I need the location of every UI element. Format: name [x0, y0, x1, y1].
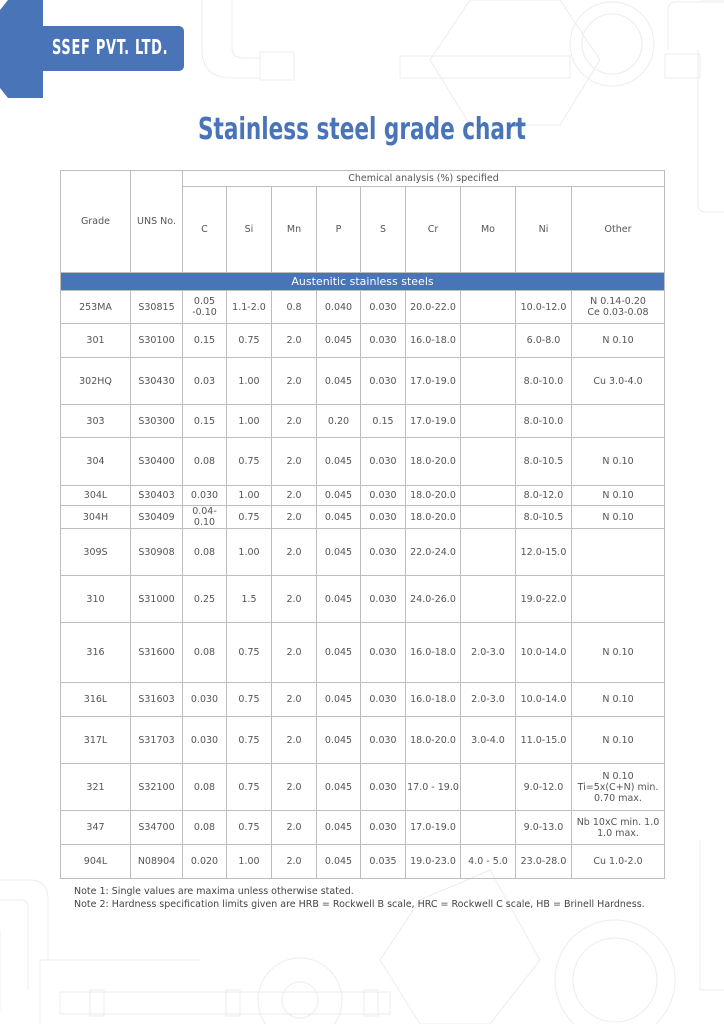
cell-p: 0.045	[317, 623, 361, 683]
cell-mn: 2.0	[272, 486, 317, 506]
cell-si: 0.75	[227, 324, 272, 358]
cell-mn: 2.0	[272, 529, 317, 576]
cell-mn: 2.0	[272, 683, 317, 717]
cell-other: N 0.10	[572, 623, 665, 683]
cell-c: 0.030	[183, 683, 227, 717]
note-2: Note 2: Hardness specification limits given are HRB = Rockwell B scale, HRC = Rockwell C scale, HB = Brinell Hardness.	[74, 899, 645, 910]
cell-s: 0.030	[361, 529, 406, 576]
cell-other: N 0.14-0.20 Ce 0.03-0.08	[572, 291, 665, 324]
cell-grade: 304L	[61, 486, 131, 506]
company-name: SSEF PVT. LTD.	[52, 35, 169, 59]
cell-other	[572, 576, 665, 623]
cell-s: 0.030	[361, 576, 406, 623]
cell-grade: 253MA	[61, 291, 131, 324]
cell-si: 0.75	[227, 683, 272, 717]
cell-ni: 9.0-13.0	[516, 811, 572, 845]
cell-mn: 0.8	[272, 291, 317, 324]
cell-cr: 18.0-20.0	[406, 717, 461, 764]
table-row	[61, 506, 665, 529]
cell-ni: 23.0-28.0	[516, 845, 572, 879]
cell-c: 0.05 -0.10	[183, 291, 227, 324]
cell-c: 0.08	[183, 811, 227, 845]
cell-si: 1.00	[227, 486, 272, 506]
cell-c: 0.15	[183, 324, 227, 358]
cell-mn: 2.0	[272, 623, 317, 683]
cell-s: 0.030	[361, 291, 406, 324]
cell-ni: 8.0-10.5	[516, 506, 572, 529]
cell-c: 0.04-0.10	[183, 506, 227, 529]
cell-ni: 6.0-8.0	[516, 324, 572, 358]
cell-cr: 24.0-26.0	[406, 576, 461, 623]
cell-mn: 2.0	[272, 764, 317, 811]
cell-grade: 317L	[61, 717, 131, 764]
cell-s: 0.15	[361, 405, 406, 438]
page-title: Stainless steel grade chart	[197, 112, 526, 147]
logo-wrench-handle	[0, 0, 43, 98]
cell-mo	[461, 486, 516, 506]
cell-p: 0.045	[317, 529, 361, 576]
cell-mo	[461, 811, 516, 845]
cell-grade: 316L	[61, 683, 131, 717]
cell-grade: 303	[61, 405, 131, 438]
cell-mo	[461, 358, 516, 405]
cell-uns: S32100	[131, 764, 183, 811]
cell-ni: 11.0-15.0	[516, 717, 572, 764]
cell-mn: 2.0	[272, 576, 317, 623]
cell-p: 0.045	[317, 324, 361, 358]
cell-ni: 9.0-12.0	[516, 764, 572, 811]
cell-c: 0.08	[183, 438, 227, 486]
cell-grade: 904L	[61, 845, 131, 879]
table-row	[61, 405, 665, 438]
cell-p: 0.040	[317, 291, 361, 324]
section-header-austenitic: Austenitic stainless steels	[61, 273, 665, 291]
cell-uns: N08904	[131, 845, 183, 879]
column-header-c: C	[183, 187, 227, 273]
column-header-mo: Mo	[461, 187, 516, 273]
cell-cr: 20.0-22.0	[406, 291, 461, 324]
cell-cr: 17.0-19.0	[406, 811, 461, 845]
cell-p: 0.045	[317, 683, 361, 717]
cell-si: 0.75	[227, 506, 272, 529]
cell-ni: 10.0-12.0	[516, 291, 572, 324]
cell-cr: 18.0-20.0	[406, 506, 461, 529]
cell-si: 0.75	[227, 438, 272, 486]
cell-uns: S30815	[131, 291, 183, 324]
cell-mn: 2.0	[272, 506, 317, 529]
column-header-ni: Ni	[516, 187, 572, 273]
cell-other: N 0.10	[572, 486, 665, 506]
table-row	[61, 529, 665, 576]
cell-si: 1.00	[227, 405, 272, 438]
cell-mn: 2.0	[272, 845, 317, 879]
cell-uns: S31600	[131, 623, 183, 683]
cell-p: 0.045	[317, 717, 361, 764]
cell-si: 1.5	[227, 576, 272, 623]
cell-other: N 0.10 Ti=5x(C+N) min. 0.70 max.	[572, 764, 665, 811]
cell-other	[572, 529, 665, 576]
cell-mn: 2.0	[272, 324, 317, 358]
cell-si: 0.75	[227, 623, 272, 683]
cell-uns: S30400	[131, 438, 183, 486]
cell-ni: 8.0-12.0	[516, 486, 572, 506]
cell-mo: 2.0-3.0	[461, 683, 516, 717]
cell-cr: 16.0-18.0	[406, 623, 461, 683]
cell-uns: S30430	[131, 358, 183, 405]
column-header-p: P	[317, 187, 361, 273]
cell-c: 0.08	[183, 764, 227, 811]
table-row	[61, 324, 665, 358]
cell-cr: 16.0-18.0	[406, 324, 461, 358]
cell-uns: S30908	[131, 529, 183, 576]
cell-p: 0.045	[317, 438, 361, 486]
cell-other	[572, 405, 665, 438]
cell-other: Cu 3.0-4.0	[572, 358, 665, 405]
table-row	[61, 486, 665, 506]
footnotes	[74, 885, 645, 911]
cell-uns: S30403	[131, 486, 183, 506]
cell-grade: 310	[61, 576, 131, 623]
column-header-grade: Grade	[61, 171, 131, 273]
cell-cr: 17.0-19.0	[406, 405, 461, 438]
cell-other: Cu 1.0-2.0	[572, 845, 665, 879]
cell-mn: 2.0	[272, 438, 317, 486]
cell-si: 1.00	[227, 529, 272, 576]
cell-s: 0.030	[361, 623, 406, 683]
cell-uns: S31603	[131, 683, 183, 717]
cell-grade: 347	[61, 811, 131, 845]
table-row	[61, 291, 665, 324]
cell-si: 0.75	[227, 764, 272, 811]
cell-s: 0.030	[361, 324, 406, 358]
cell-mo	[461, 405, 516, 438]
cell-p: 0.045	[317, 845, 361, 879]
table-row	[61, 623, 665, 683]
cell-grade: 302HQ	[61, 358, 131, 405]
cell-mo	[461, 324, 516, 358]
chemical-analysis-header: Chemical analysis (%) specified	[183, 171, 665, 187]
cell-c: 0.030	[183, 486, 227, 506]
cell-grade: 309S	[61, 529, 131, 576]
cell-other: N 0.10	[572, 717, 665, 764]
cell-cr: 18.0-20.0	[406, 486, 461, 506]
cell-other: N 0.10	[572, 506, 665, 529]
cell-c: 0.030	[183, 717, 227, 764]
cell-c: 0.08	[183, 529, 227, 576]
column-header-s: S	[361, 187, 406, 273]
cell-si: 1.00	[227, 358, 272, 405]
cell-ni: 8.0-10.5	[516, 438, 572, 486]
cell-grade: 321	[61, 764, 131, 811]
cell-si: 0.75	[227, 811, 272, 845]
note-1: Note 1: Single values are maxima unless otherwise stated.	[74, 886, 354, 897]
cell-mn: 2.0	[272, 811, 317, 845]
cell-uns: S34700	[131, 811, 183, 845]
cell-c: 0.020	[183, 845, 227, 879]
cell-mo	[461, 764, 516, 811]
cell-cr: 17.0 - 19.0	[406, 764, 461, 811]
cell-mo: 4.0 - 5.0	[461, 845, 516, 879]
cell-ni: 19.0-22.0	[516, 576, 572, 623]
column-header-mn: Mn	[272, 187, 317, 273]
cell-mn: 2.0	[272, 717, 317, 764]
table-row	[61, 717, 665, 764]
cell-mo	[461, 438, 516, 486]
cell-cr: 18.0-20.0	[406, 438, 461, 486]
cell-ni: 10.0-14.0	[516, 683, 572, 717]
cell-s: 0.035	[361, 845, 406, 879]
cell-c: 0.08	[183, 623, 227, 683]
cell-s: 0.030	[361, 811, 406, 845]
cell-p: 0.045	[317, 486, 361, 506]
cell-s: 0.030	[361, 764, 406, 811]
cell-p: 0.045	[317, 358, 361, 405]
cell-mo	[461, 506, 516, 529]
cell-si: 0.75	[227, 717, 272, 764]
cell-s: 0.030	[361, 486, 406, 506]
column-header-uns: UNS No.	[131, 171, 183, 273]
cell-grade: 316	[61, 623, 131, 683]
cell-grade: 304	[61, 438, 131, 486]
cell-s: 0.030	[361, 358, 406, 405]
grade-table	[60, 170, 665, 879]
cell-mn: 2.0	[272, 405, 317, 438]
cell-cr: 16.0-18.0	[406, 683, 461, 717]
cell-s: 0.030	[361, 506, 406, 529]
column-header-si: Si	[227, 187, 272, 273]
cell-other: N 0.10	[572, 683, 665, 717]
cell-si: 1.1-2.0	[227, 291, 272, 324]
cell-s: 0.030	[361, 717, 406, 764]
table-row	[61, 358, 665, 405]
cell-mo	[461, 576, 516, 623]
cell-si: 1.00	[227, 845, 272, 879]
cell-uns: S30100	[131, 324, 183, 358]
cell-s: 0.030	[361, 683, 406, 717]
table-row	[61, 683, 665, 717]
cell-p: 0.045	[317, 576, 361, 623]
cell-other: Nb 10xC min. 1.0 1.0 max.	[572, 811, 665, 845]
cell-uns: S30409	[131, 506, 183, 529]
cell-grade: 301	[61, 324, 131, 358]
cell-mo	[461, 291, 516, 324]
cell-other: N 0.10	[572, 438, 665, 486]
cell-p: 0.20	[317, 405, 361, 438]
cell-c: 0.25	[183, 576, 227, 623]
cell-p: 0.045	[317, 506, 361, 529]
cell-grade: 304H	[61, 506, 131, 529]
table-row	[61, 438, 665, 486]
cell-cr: 22.0-24.0	[406, 529, 461, 576]
cell-cr: 19.0-23.0	[406, 845, 461, 879]
table-row	[61, 764, 665, 811]
cell-c: 0.15	[183, 405, 227, 438]
cell-cr: 17.0-19.0	[406, 358, 461, 405]
cell-p: 0.045	[317, 811, 361, 845]
cell-mn: 2.0	[272, 358, 317, 405]
cell-ni: 10.0-14.0	[516, 623, 572, 683]
cell-c: 0.03	[183, 358, 227, 405]
cell-ni: 8.0-10.0	[516, 405, 572, 438]
cell-other: N 0.10	[572, 324, 665, 358]
cell-uns: S31703	[131, 717, 183, 764]
table-row	[61, 811, 665, 845]
cell-mo	[461, 529, 516, 576]
column-header-other: Other	[572, 187, 665, 273]
column-header-cr: Cr	[406, 187, 461, 273]
cell-mo: 3.0-4.0	[461, 717, 516, 764]
cell-s: 0.030	[361, 438, 406, 486]
table-row	[61, 845, 665, 879]
cell-uns: S31000	[131, 576, 183, 623]
cell-mo: 2.0-3.0	[461, 623, 516, 683]
cell-ni: 8.0-10.0	[516, 358, 572, 405]
table-row	[61, 576, 665, 623]
cell-ni: 12.0-15.0	[516, 529, 572, 576]
cell-uns: S30300	[131, 405, 183, 438]
cell-p: 0.045	[317, 764, 361, 811]
